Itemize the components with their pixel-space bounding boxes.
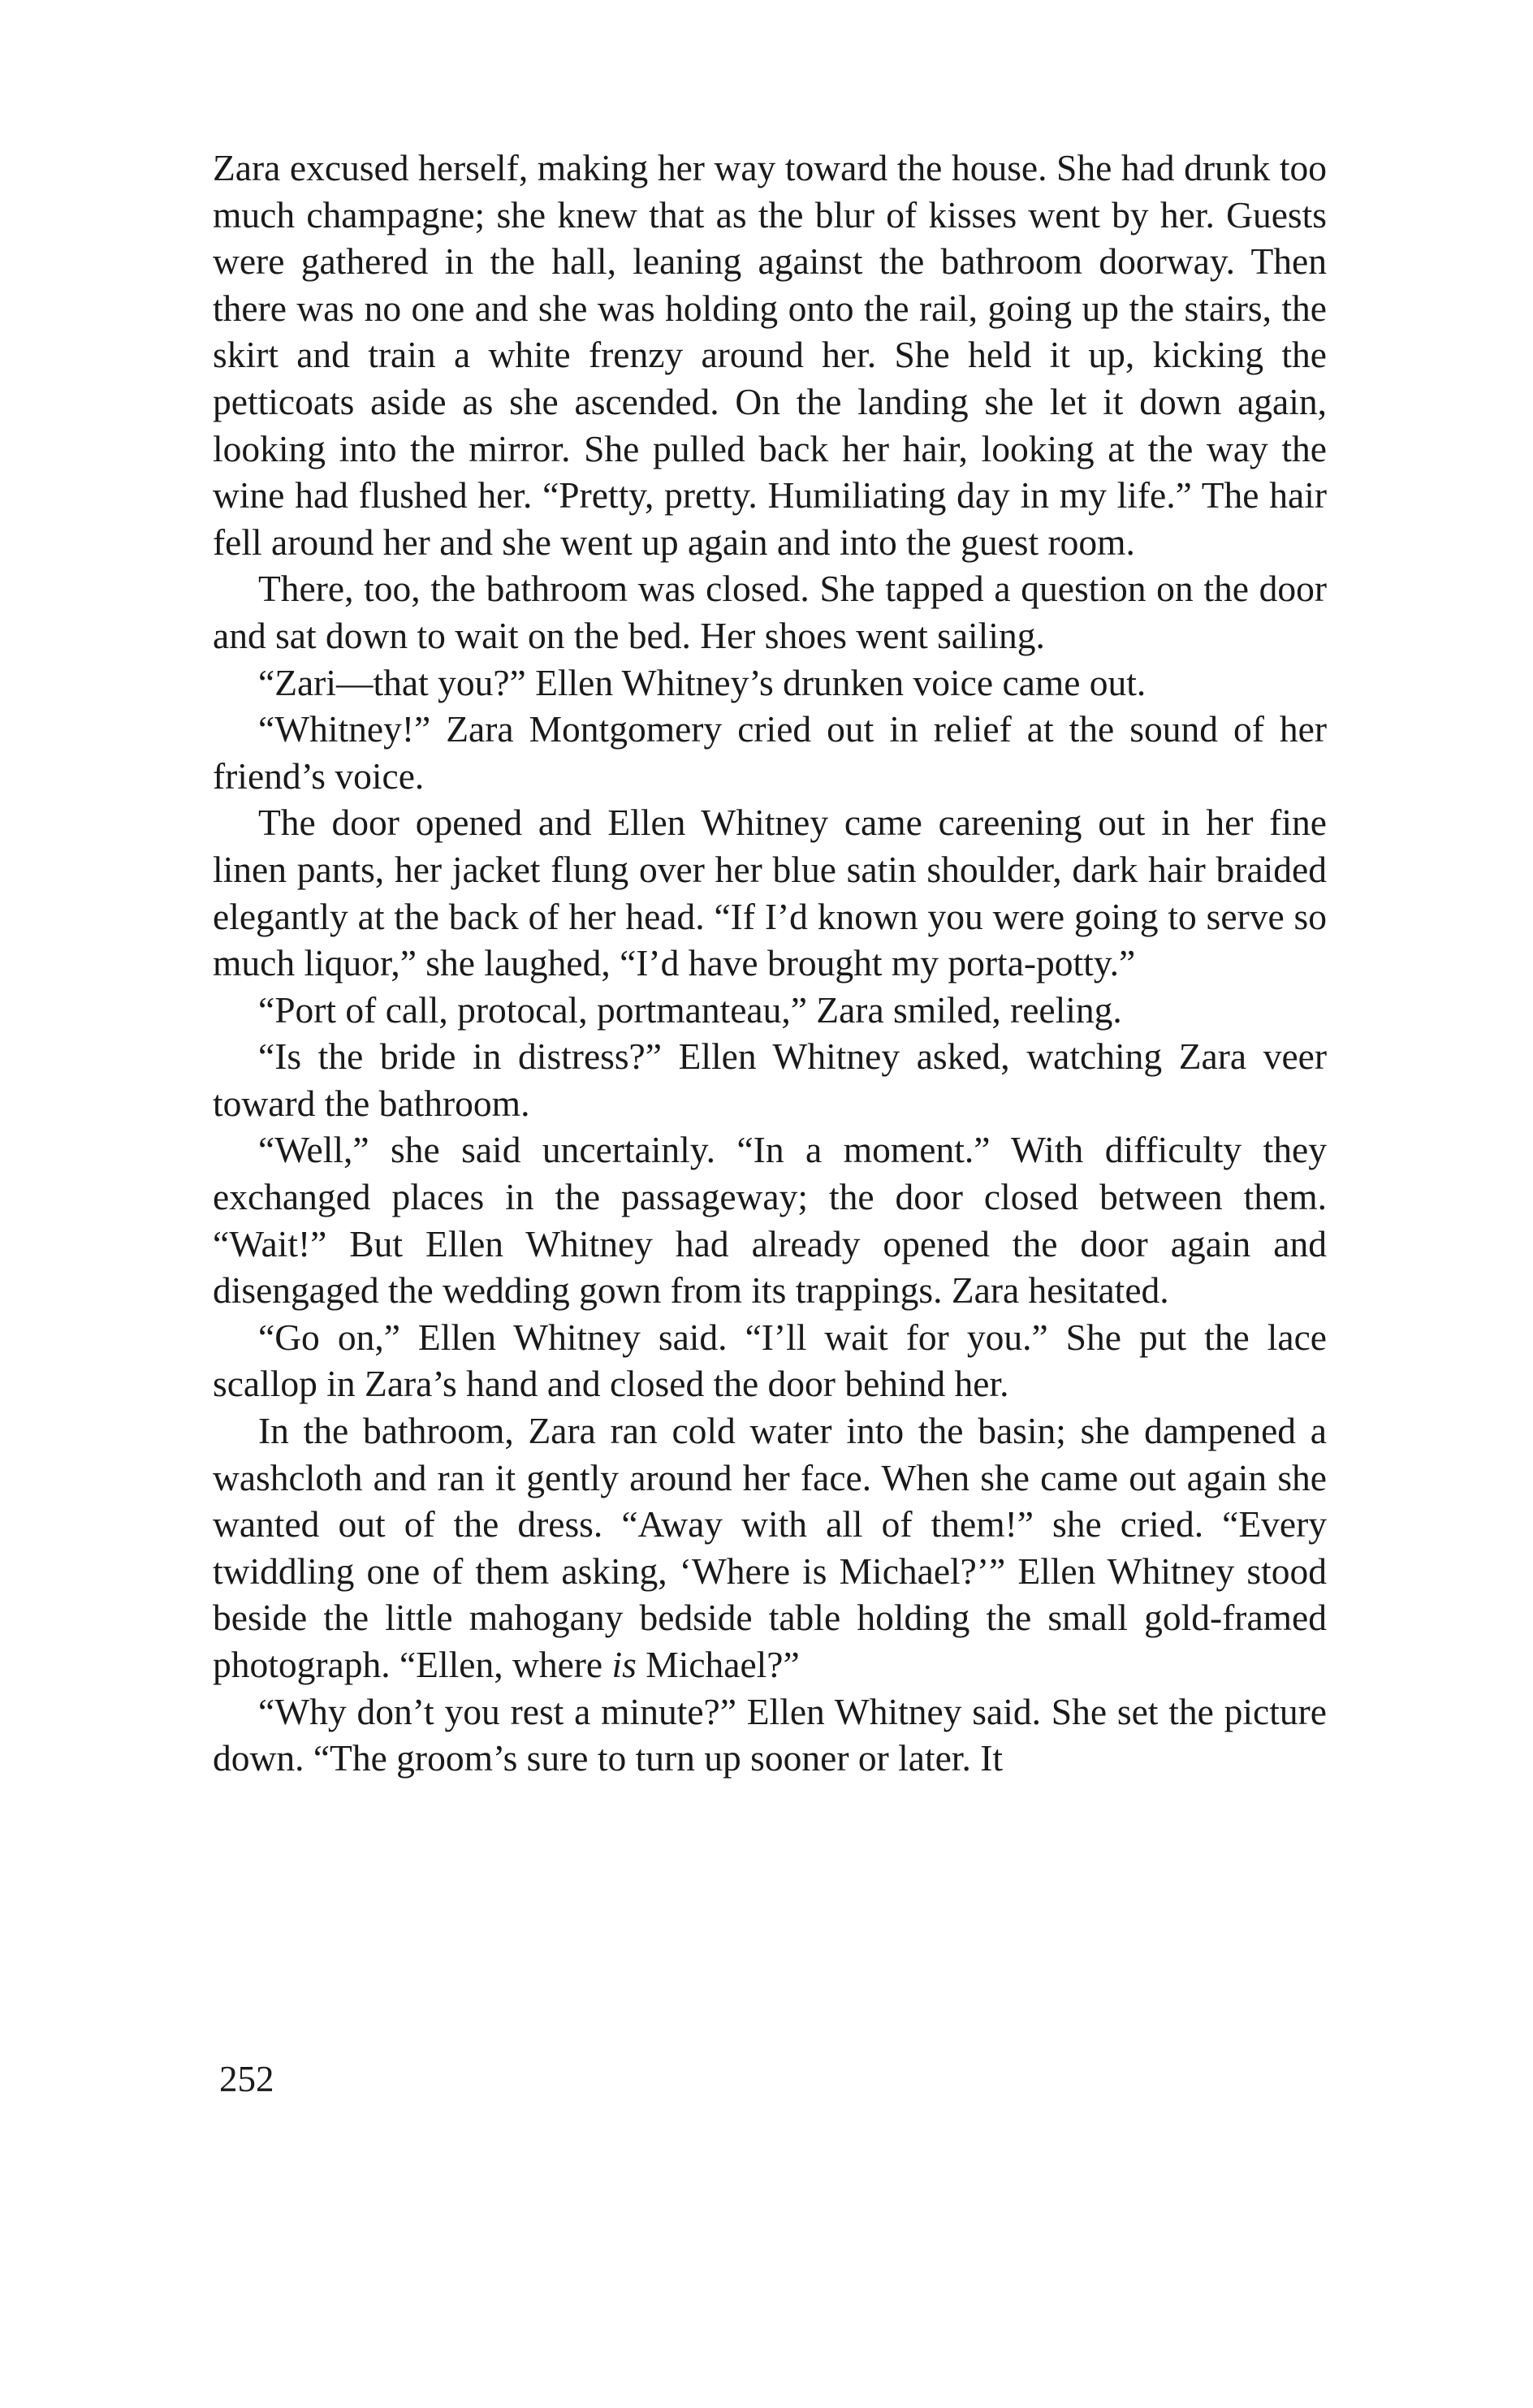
- paragraph-10-tail: [512, 1644, 800, 1685]
- paragraph-3: “Zari—that you?” Ellen Whitney’s drunken voice came out.: [258, 661, 1147, 703]
- paragraph-10-tail-italic: is: [611, 1644, 637, 1685]
- paragraph-11: “Why don’t you rest a minute?” Ellen Whitney said. She set the picture down. “The groom’s sure to turn up sooner or later. It: [213, 1690, 1327, 1779]
- paragraph-10: [213, 1407, 1327, 1688]
- paragraph-4: “Whitney!” Zara Montgomery cried out in relief at the sound of her friend’s voice.: [213, 708, 1327, 797]
- paragraph-10-text: In the bathroom, Zara ran cold water into the basin; she dampened a washcloth and ran it gently around her face. When she came out again she wanted out of the dress. “Away with all of them!” she cried. “Every twiddling one of them asking, ‘Where is Michael?’” Ellen Whitney stood beside the little mahogany bedside table holding the small gold-framed photograph. “Ellen,: [213, 1410, 1327, 1685]
- paragraph-7: “Is the bride in distress?” Ellen Whitney asked, watching Zara veer toward the bathroom.: [213, 1035, 1327, 1124]
- paragraph-5: The door opened and Ellen Whitney came careening out in her fine linen pants, her jacket flung over her blue satin shoulder, dark hair braided elegantly at the back of her head. “If I’d known you were going to serve so much liquor,” she laughed, “I’d have brought my porta-potty.”: [213, 802, 1327, 984]
- paragraph-2: There, too, the bathroom was closed. She tapped a question on the door and sat down to wait on the bed. Her shoes went sailing.: [213, 568, 1327, 656]
- paragraph-6: “Port of call, protocal, portmanteau,” Zara smiled, reeling.: [258, 988, 1122, 1031]
- paragraph-10-tail-after: Michael?”: [636, 1644, 800, 1685]
- paragraph-9: “Go on,” Ellen Whitney said. “I’ll wait for you.” She put the lace scallop in Zara’s hand and closed the door behind her.: [213, 1316, 1327, 1405]
- paragraph-8: “Well,” she said uncertainly. “In a moment.” With difficulty they exchanged places in the passageway; the door closed between them. “Wait!” But Ellen Whitney had already opened the door again and disengaged the wedding gown from its trappings. Zara hesitated.: [213, 1129, 1327, 1312]
- page-number: 252: [219, 2059, 274, 2099]
- paragraph-10-tail-before: where: [512, 1644, 612, 1685]
- body-text: [213, 145, 1327, 1782]
- paragraph-1: Zara excused herself, making her way toward the house. She had drunk too much champagne; she knew that as the blur of kisses went by her. Guests were gathered in the hall, leaning against the bathroom doorway. Then there was no one and she was holding onto the rail, going up the stairs, the skirt and train a white frenzy around her. She held it up, kicking the petticoats aside as she ascended. On the landing she let it down again, looking into the mirror. She pulled back her hair, looking at the way the wine had flushed her. “Pretty, pretty. Humiliating day in my life.” The hair fell around her and she went up again and into the guest room.: [213, 147, 1327, 563]
